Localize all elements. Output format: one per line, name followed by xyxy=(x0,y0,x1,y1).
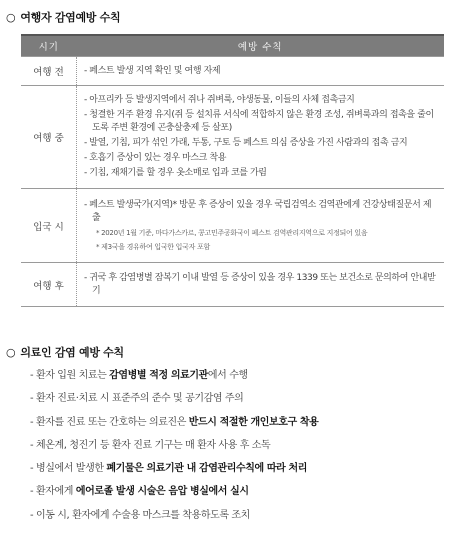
item-text: - 병실에서 발생한 xyxy=(30,463,107,475)
item-text: 에서 수행 xyxy=(207,370,248,381)
rule-item: - 페스트 발생국가(지역)* 방문 후 증상이 있을 경우 국립검역소 검역관에게 건강상태질문서 제출 xyxy=(84,199,432,223)
rule-item: - 호흡기 증상이 있는 경우 마스크 착용 xyxy=(84,153,227,163)
list-item xyxy=(30,411,450,434)
item-text: - 환자 진료·치료 시 표준주의 준수 및 공기감염 주의 xyxy=(30,393,244,405)
section-title-text: 여행자 감염예방 수칙 xyxy=(20,11,121,24)
footnote: * 2020년 1월 기준, 마다가스카르, 콩고민주공화국이 페스트 검역관리지역으로 지정되어 있음 xyxy=(96,228,368,237)
table-row xyxy=(21,263,444,307)
list-item xyxy=(30,387,450,410)
list-item xyxy=(30,480,450,503)
item-emphasis: 반드시 적절한 개인보호구 착용 xyxy=(188,416,319,428)
period-cell: 여행 중 xyxy=(21,86,77,189)
table-row xyxy=(21,86,444,189)
item-emphasis: 감염병별 적정 의료기관 xyxy=(109,370,208,381)
period-cell: 여행 후 xyxy=(21,263,77,307)
table-row xyxy=(21,189,444,263)
section-title-traveler xyxy=(6,9,120,25)
medical-rules-list xyxy=(30,364,450,527)
rule-item: - 청결한 거주 환경 유지(쥐 등 설치류 서식에 적합하지 않은 환경 조성, 쥐벼룩과의 접촉을 줄이도록 주변 환경에 곤충살충제 등 살포) xyxy=(84,110,434,133)
rule-item: - 귀국 후 감염병별 잠복기 이내 발열 등 증상이 있을 경우 1339 또는 보건소로 문의하여 안내받기 xyxy=(84,272,436,296)
rule-item: - 페스트 발생 지역 확인 및 여행 자제 xyxy=(84,65,221,76)
rules-cell xyxy=(77,86,445,189)
rules-cell xyxy=(77,189,445,263)
list-item xyxy=(30,504,450,527)
rules-cell xyxy=(77,263,445,307)
rules-cell xyxy=(77,57,445,86)
traveler-rules-table xyxy=(21,34,444,307)
rule-item: - 아프리카 등 발생지역에서 쥐나 쥐벼룩, 야생동물, 이들의 사체 접촉금지 xyxy=(84,95,355,105)
item-emphasis: 에어로졸 발생 시술은 음압 병실에서 실시 xyxy=(75,486,249,498)
list-item xyxy=(30,434,450,457)
item-text: - 환자를 진료 또는 간호하는 의료진은 xyxy=(30,416,189,428)
header-period: 시기 xyxy=(21,35,77,57)
footnote: * 제3국을 경유하여 입국한 입국자 포함 xyxy=(96,242,210,251)
rule-item: - 발열, 기침, 피가 섞인 가래, 두통, 구토 등 페스트 의심 증상을 가진 사람과의 접촉 금지 xyxy=(84,138,408,148)
item-text: - 환자 입원 치료는 xyxy=(30,370,110,381)
item-text: - 환자에게 xyxy=(30,486,76,498)
circle-bullet-icon: ○ xyxy=(6,11,16,24)
rule-item: - 기침, 재채기를 할 경우 옷소매로 입과 코를 가림 xyxy=(84,168,267,178)
list-item xyxy=(30,364,450,387)
period-cell: 여행 전 xyxy=(21,57,77,86)
section-title-medical xyxy=(6,344,124,360)
item-text: - 이동 시, 환자에게 수술용 마스크를 착용하도록 조치 xyxy=(30,509,250,521)
period-cell: 입국 시 xyxy=(21,189,77,263)
item-emphasis: 폐기물은 의료기관 내 감염관리수칙에 따라 처리 xyxy=(106,463,307,475)
table-header-row xyxy=(21,35,444,57)
circle-bullet-icon: ○ xyxy=(6,346,16,359)
table-row xyxy=(21,57,444,86)
header-rules: 예방 수칙 xyxy=(77,35,445,57)
list-item xyxy=(30,457,450,480)
section-title-text: 의료인 감염 예방 수칙 xyxy=(20,346,124,359)
item-text: - 체온계, 청진기 등 환자 진료 기구는 매 환자 사용 후 소독 xyxy=(30,439,271,451)
